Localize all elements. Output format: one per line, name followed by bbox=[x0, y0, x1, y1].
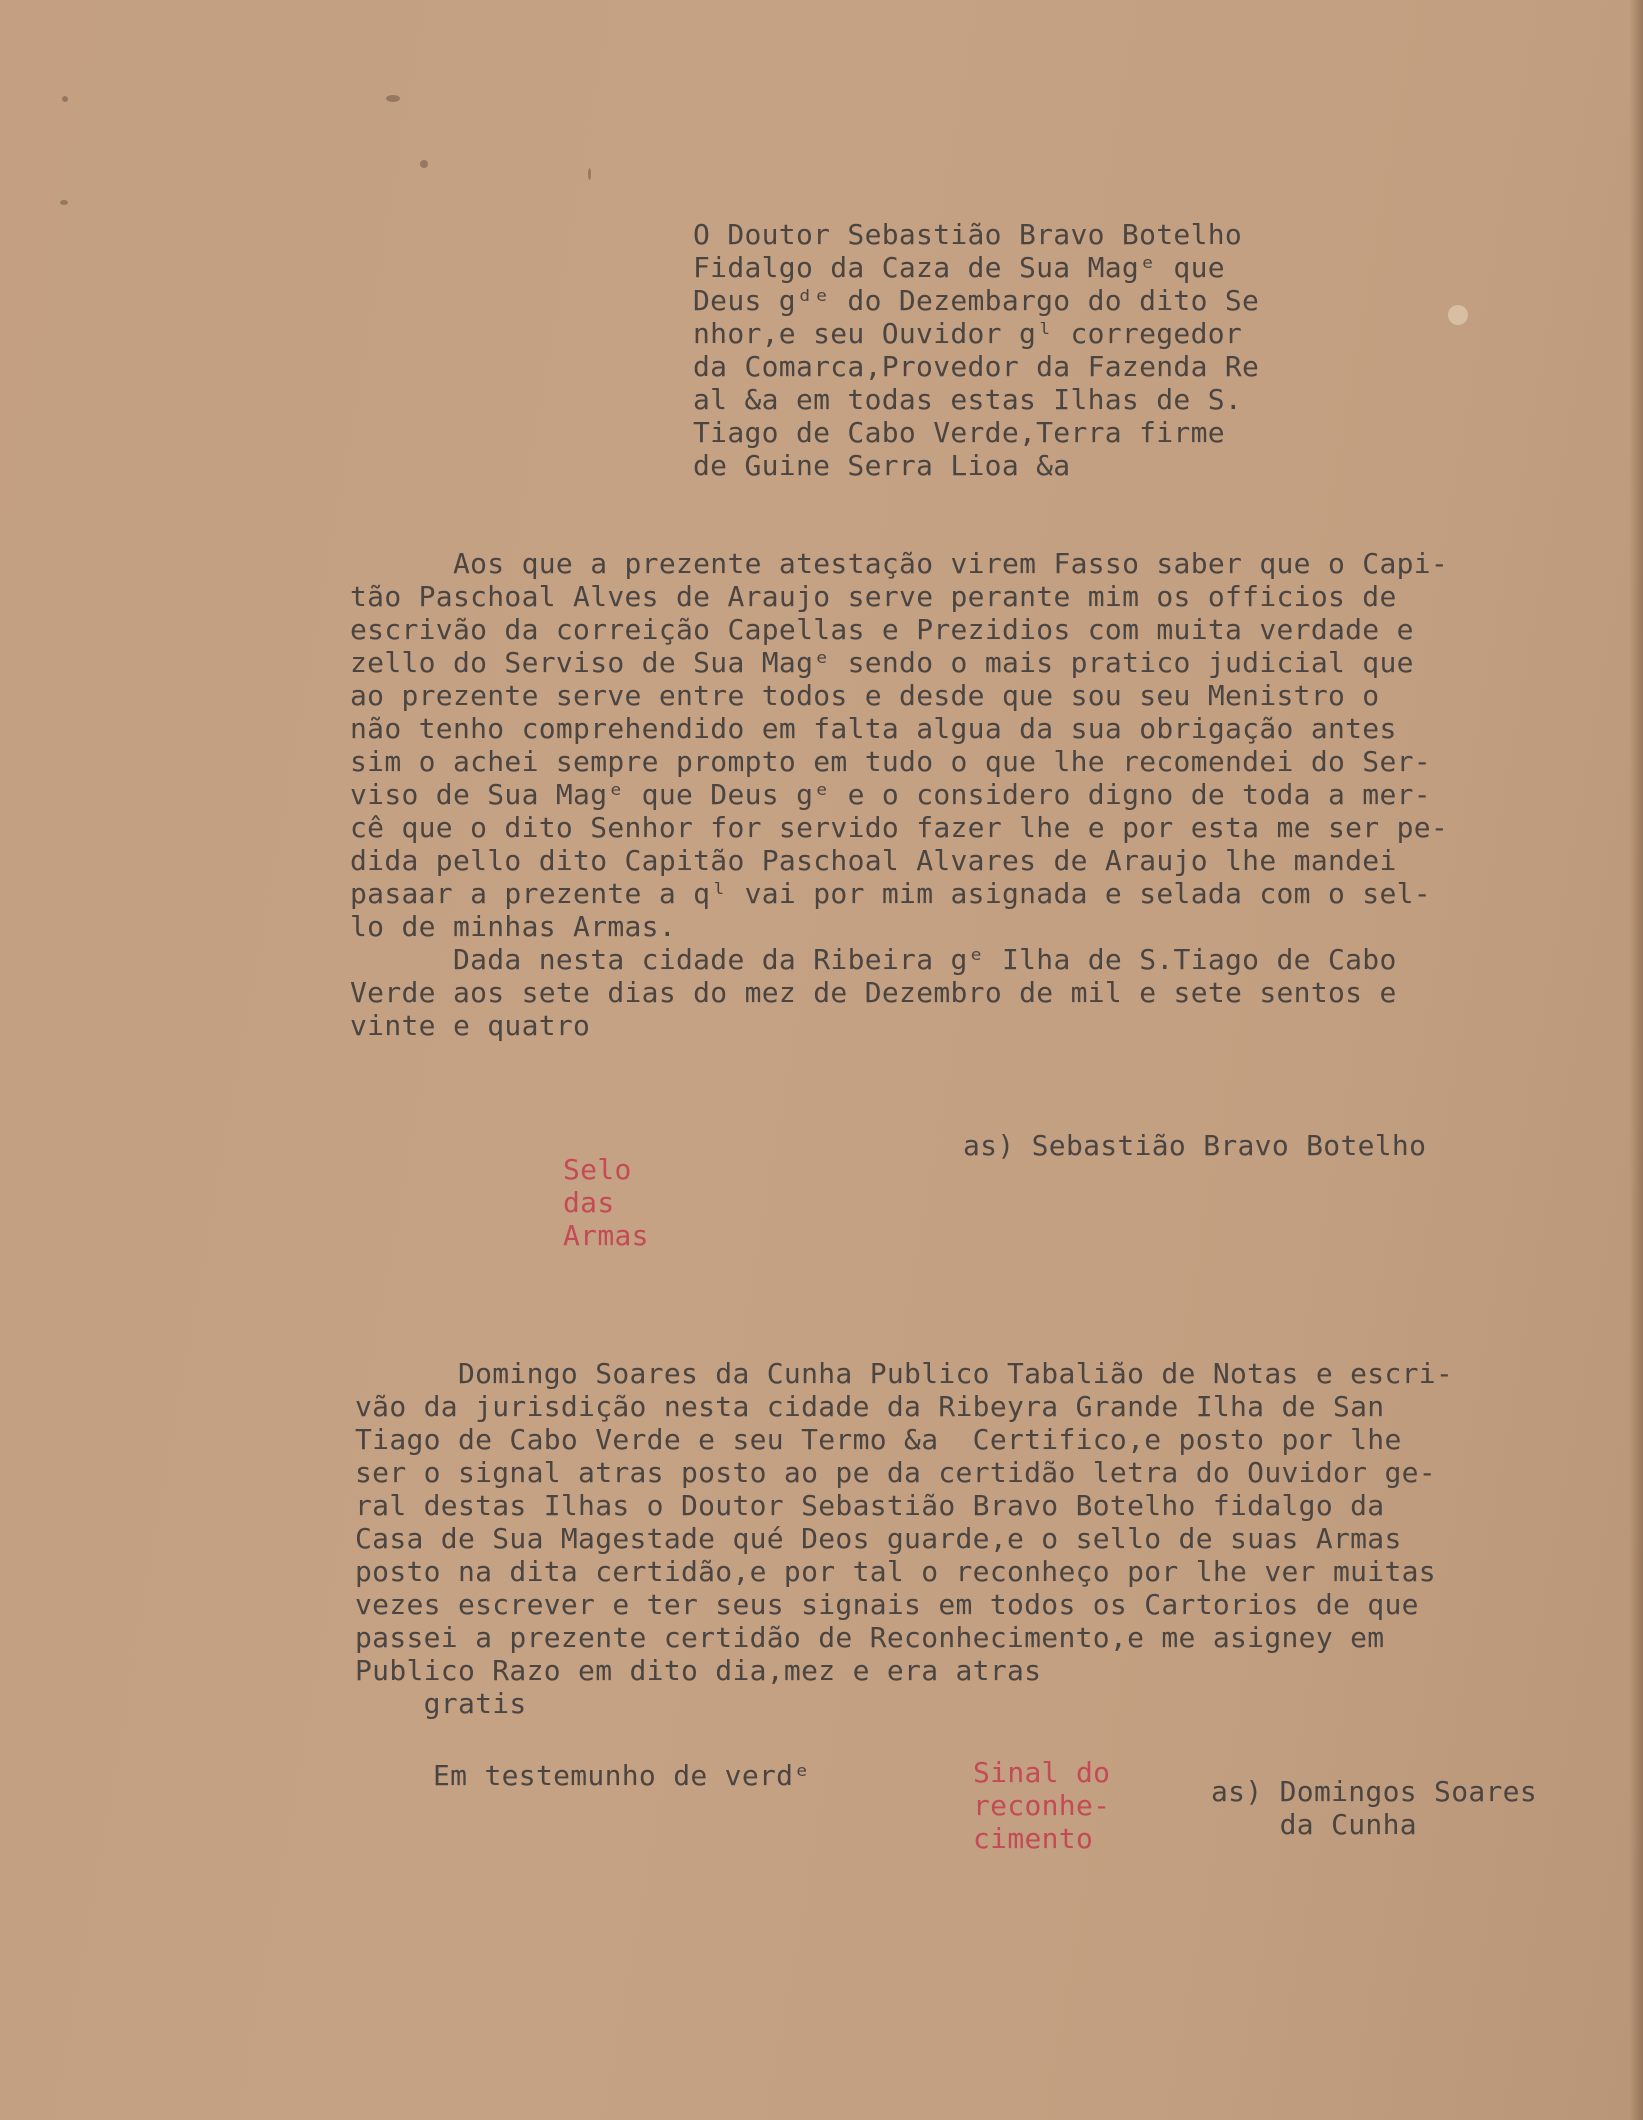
seal-line: Sinal do bbox=[973, 1756, 1111, 1789]
body-line: Dada nesta cidade da Ribeira gᵉ Ilha de S.Tiago de Cabo bbox=[350, 943, 1397, 976]
body-line: ral destas Ilhas o Doutor Sebastião Bravo Botelho fidalgo da bbox=[355, 1489, 1385, 1522]
body-line: pasaar a prezente a qˡ vai por mim asignada e selada com o sel- bbox=[350, 877, 1431, 910]
signature-botelho: as) Sebastião Bravo Botelho bbox=[963, 1129, 1427, 1162]
body-line: dida pello dito Capitão Paschoal Alvares de Araujo lhe mandei bbox=[350, 844, 1397, 877]
paper-speck bbox=[420, 160, 428, 168]
body-line: cê que o dito Senhor for servido fazer lhe e por esta me ser pe- bbox=[350, 811, 1449, 844]
header-line: al &a em todas estas Ilhas de S. bbox=[693, 383, 1243, 416]
body-line: sim o achei sempre prompto em tudo o que lhe recomendei do Ser- bbox=[350, 745, 1431, 778]
header-line: Fidalgo da Caza de Sua Magᵉ que bbox=[693, 251, 1225, 284]
seal-line: Selo bbox=[563, 1153, 632, 1186]
header-line: O Doutor Sebastião Bravo Botelho bbox=[693, 218, 1243, 251]
body-line: viso de Sua Magᵉ que Deus gᵉ e o considero digno de toda a mer- bbox=[350, 778, 1431, 811]
header-line: Tiago de Cabo Verde,Terra firme bbox=[693, 416, 1225, 449]
signature-line: as) Domingos Soares bbox=[1211, 1775, 1537, 1808]
seal-line: das bbox=[563, 1186, 615, 1219]
body-line: zello do Serviso de Sua Magᵉ sendo o mais pratico judicial que bbox=[350, 646, 1414, 679]
header-line: Deus gᵈᵉ do Dezembargo do dito Se bbox=[693, 284, 1260, 317]
paper-speck bbox=[588, 168, 591, 180]
seal-line: Armas bbox=[563, 1219, 649, 1252]
body-line: Domingo Soares da Cunha Publico Tabalião de Notas e escri- bbox=[355, 1357, 1454, 1390]
body-line: não tenho comprehendido em falta algua da sua obrigação antes bbox=[350, 712, 1397, 745]
body-line: lo de minhas Armas. bbox=[350, 910, 676, 943]
paper-speck bbox=[60, 200, 68, 205]
body-line: gratis bbox=[355, 1687, 527, 1720]
header-line: de Guine Serra Lioa &a bbox=[693, 449, 1071, 482]
body-line: Casa de Sua Magestade qué Deos guarde,e o sello de suas Armas bbox=[355, 1522, 1402, 1555]
body-line: Aos que a prezente atestação virem Fasso saber que o Capi- bbox=[350, 547, 1449, 580]
body-line: vão da jurisdição nesta cidade da Ribeyra Grande Ilha de San bbox=[355, 1390, 1385, 1423]
paper-speck bbox=[62, 96, 68, 102]
body-line: tão Paschoal Alves de Araujo serve perante mim os officios de bbox=[350, 580, 1397, 613]
body-line: ao prezente serve entre todos e desde que sou seu Menistro o bbox=[350, 679, 1380, 712]
page-edge-shadow bbox=[1629, 0, 1643, 2120]
body-line: ser o signal atras posto ao pe da certidão letra do Ouvidor ge- bbox=[355, 1456, 1436, 1489]
body-line: Publico Razo em dito dia,mez e era atras bbox=[355, 1654, 1042, 1687]
testimony-line: Em testemunho de verdᵉ bbox=[433, 1759, 811, 1792]
paper-speck bbox=[386, 95, 400, 102]
body-line: vezes escrever e ter seus signais em todos os Cartorios de que bbox=[355, 1588, 1419, 1621]
header-line: da Comarca,Provedor da Fazenda Re bbox=[693, 350, 1260, 383]
body-line: escrivão da correição Capellas e Prezidios com muita verdade e bbox=[350, 613, 1414, 646]
body-line: passei a prezente certidão de Reconhecimento,e me asigney em bbox=[355, 1621, 1385, 1654]
header-line: nhor,e seu Ouvidor gˡ corregedor bbox=[693, 317, 1243, 350]
paper-speck bbox=[1448, 305, 1468, 325]
seal-line: cimento bbox=[973, 1822, 1094, 1855]
seal-line: reconhe- bbox=[973, 1789, 1111, 1822]
body-line: vinte e quatro bbox=[350, 1009, 591, 1042]
body-line: posto na dita certidão,e por tal o reconheço por lhe ver muitas bbox=[355, 1555, 1436, 1588]
body-line: Tiago de Cabo Verde e seu Termo &a Certifico,e posto por lhe bbox=[355, 1423, 1402, 1456]
body-line: Verde aos sete dias do mez de Dezembro de mil e sete sentos e bbox=[350, 976, 1397, 1009]
signature-line: da Cunha bbox=[1211, 1808, 1417, 1841]
